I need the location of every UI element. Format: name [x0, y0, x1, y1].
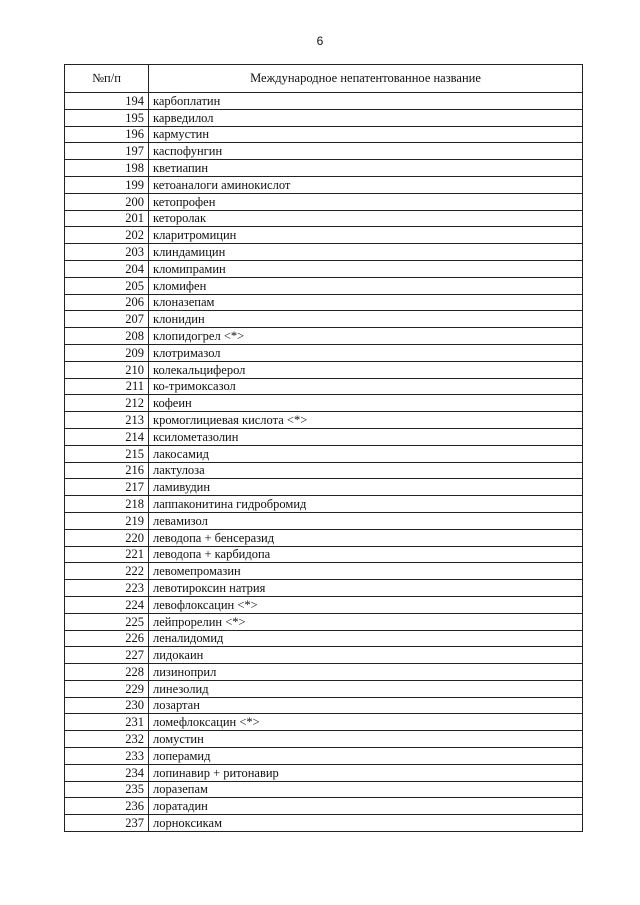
drug-name-cell: лейпрорелин <*>	[149, 613, 583, 630]
table-row	[65, 328, 583, 345]
drug-name-cell: ко-тримоксазол	[149, 378, 583, 395]
row-number-cell: 235	[65, 781, 149, 798]
table-row	[65, 496, 583, 513]
table-row	[65, 244, 583, 261]
table-row	[65, 764, 583, 781]
drug-name-cell: лорноксикам	[149, 815, 583, 832]
drug-name-cell: клонидин	[149, 311, 583, 328]
drug-name-cell: кеторолак	[149, 210, 583, 227]
drug-name-cell: левотироксин натрия	[149, 580, 583, 597]
row-number-cell: 231	[65, 714, 149, 731]
table-row	[65, 126, 583, 143]
drug-name-cell: лоратадин	[149, 798, 583, 815]
table-row	[65, 580, 583, 597]
row-number-cell: 211	[65, 378, 149, 395]
table-row	[65, 109, 583, 126]
drug-name-cell: клоназепам	[149, 294, 583, 311]
table-row	[65, 344, 583, 361]
drug-name-cell: левомепромазин	[149, 563, 583, 580]
table-row	[65, 630, 583, 647]
column-header-number: №п/п	[65, 65, 149, 93]
drug-name-cell: карбоплатин	[149, 93, 583, 110]
drug-name-cell: левофлоксацин <*>	[149, 596, 583, 613]
row-number-cell: 237	[65, 815, 149, 832]
drug-name-cell: лаппаконитина гидробромид	[149, 496, 583, 513]
table-row	[65, 294, 583, 311]
table-row	[65, 613, 583, 630]
table-row	[65, 176, 583, 193]
row-number-cell: 214	[65, 428, 149, 445]
table-row	[65, 277, 583, 294]
row-number-cell: 216	[65, 462, 149, 479]
drug-name-cell: ксилометазолин	[149, 428, 583, 445]
table-row	[65, 529, 583, 546]
row-number-cell: 226	[65, 630, 149, 647]
row-number-cell: 212	[65, 395, 149, 412]
row-number-cell: 228	[65, 664, 149, 681]
drug-name-cell: ломефлоксацин <*>	[149, 714, 583, 731]
row-number-cell: 221	[65, 546, 149, 563]
table-row	[65, 479, 583, 496]
drug-list-table	[64, 64, 583, 832]
row-number-cell: 207	[65, 311, 149, 328]
drug-name-cell: лидокаин	[149, 647, 583, 664]
drug-name-cell: лактулоза	[149, 462, 583, 479]
table-row	[65, 143, 583, 160]
row-number-cell: 200	[65, 193, 149, 210]
row-number-cell: 233	[65, 748, 149, 765]
table-row	[65, 512, 583, 529]
row-number-cell: 225	[65, 613, 149, 630]
drug-name-cell: лакосамид	[149, 445, 583, 462]
drug-name-cell: каспофунгин	[149, 143, 583, 160]
drug-name-cell: клиндамицин	[149, 244, 583, 261]
table-row	[65, 210, 583, 227]
row-number-cell: 201	[65, 210, 149, 227]
drug-name-cell: лоперамид	[149, 748, 583, 765]
table-row	[65, 731, 583, 748]
table-row	[65, 596, 583, 613]
row-number-cell: 205	[65, 277, 149, 294]
row-number-cell: 199	[65, 176, 149, 193]
drug-name-cell: леводопа + карбидопа	[149, 546, 583, 563]
drug-name-cell: ломустин	[149, 731, 583, 748]
row-number-cell: 234	[65, 764, 149, 781]
row-number-cell: 229	[65, 680, 149, 697]
drug-name-cell: клопидогрел <*>	[149, 328, 583, 345]
table-row	[65, 546, 583, 563]
drug-name-cell: ламивудин	[149, 479, 583, 496]
row-number-cell: 222	[65, 563, 149, 580]
row-number-cell: 219	[65, 512, 149, 529]
drug-name-cell: линезолид	[149, 680, 583, 697]
drug-name-cell: леналидомид	[149, 630, 583, 647]
table-row	[65, 781, 583, 798]
row-number-cell: 203	[65, 244, 149, 261]
column-header-name: Международное непатентованное название	[149, 65, 583, 93]
row-number-cell: 224	[65, 596, 149, 613]
drug-name-cell: клотримазол	[149, 344, 583, 361]
row-number-cell: 195	[65, 109, 149, 126]
row-number-cell: 232	[65, 731, 149, 748]
row-number-cell: 236	[65, 798, 149, 815]
table-header	[65, 65, 583, 93]
table-row	[65, 664, 583, 681]
drug-name-cell: лозартан	[149, 697, 583, 714]
drug-name-cell: кломипрамин	[149, 260, 583, 277]
drug-name-cell: лизиноприл	[149, 664, 583, 681]
drug-name-cell: кармустин	[149, 126, 583, 143]
row-number-cell: 198	[65, 160, 149, 177]
drug-name-cell: леводопа + бенсеразид	[149, 529, 583, 546]
row-number-cell: 223	[65, 580, 149, 597]
page-number: 6	[316, 34, 324, 48]
table-row	[65, 697, 583, 714]
row-number-cell: 213	[65, 412, 149, 429]
table-row	[65, 563, 583, 580]
row-number-cell: 227	[65, 647, 149, 664]
row-number-cell: 218	[65, 496, 149, 513]
table-row	[65, 462, 583, 479]
table-row	[65, 428, 583, 445]
table-row	[65, 311, 583, 328]
table-row	[65, 160, 583, 177]
table-header-row	[65, 65, 583, 93]
drug-name-cell: левамизол	[149, 512, 583, 529]
row-number-cell: 220	[65, 529, 149, 546]
row-number-cell: 206	[65, 294, 149, 311]
drug-name-cell: кетоаналоги аминокислот	[149, 176, 583, 193]
row-number-cell: 194	[65, 93, 149, 110]
table-row	[65, 93, 583, 110]
table-row	[65, 395, 583, 412]
row-number-cell: 197	[65, 143, 149, 160]
table-body	[65, 93, 583, 832]
row-number-cell: 196	[65, 126, 149, 143]
drug-name-cell: кветиапин	[149, 160, 583, 177]
table-row	[65, 412, 583, 429]
table-row	[65, 361, 583, 378]
drug-name-cell: колекальциферол	[149, 361, 583, 378]
row-number-cell: 210	[65, 361, 149, 378]
drug-name-cell: кломифен	[149, 277, 583, 294]
row-number-cell: 230	[65, 697, 149, 714]
table-row	[65, 193, 583, 210]
row-number-cell: 209	[65, 344, 149, 361]
table-row	[65, 798, 583, 815]
table-row	[65, 260, 583, 277]
table-row	[65, 714, 583, 731]
drug-name-cell: кромоглициевая кислота <*>	[149, 412, 583, 429]
table-row	[65, 680, 583, 697]
row-number-cell: 217	[65, 479, 149, 496]
row-number-cell: 215	[65, 445, 149, 462]
table-row	[65, 227, 583, 244]
drug-name-cell: кларитромицин	[149, 227, 583, 244]
drug-name-cell: лоразепам	[149, 781, 583, 798]
table-row	[65, 815, 583, 832]
drug-name-cell: кофеин	[149, 395, 583, 412]
row-number-cell: 202	[65, 227, 149, 244]
row-number-cell: 204	[65, 260, 149, 277]
drug-name-cell: карведилол	[149, 109, 583, 126]
table-row	[65, 445, 583, 462]
table-row	[65, 378, 583, 395]
row-number-cell: 208	[65, 328, 149, 345]
table-row	[65, 748, 583, 765]
drug-name-cell: кетопрофен	[149, 193, 583, 210]
table-row	[65, 647, 583, 664]
drug-name-cell: лопинавир + ритонавир	[149, 764, 583, 781]
